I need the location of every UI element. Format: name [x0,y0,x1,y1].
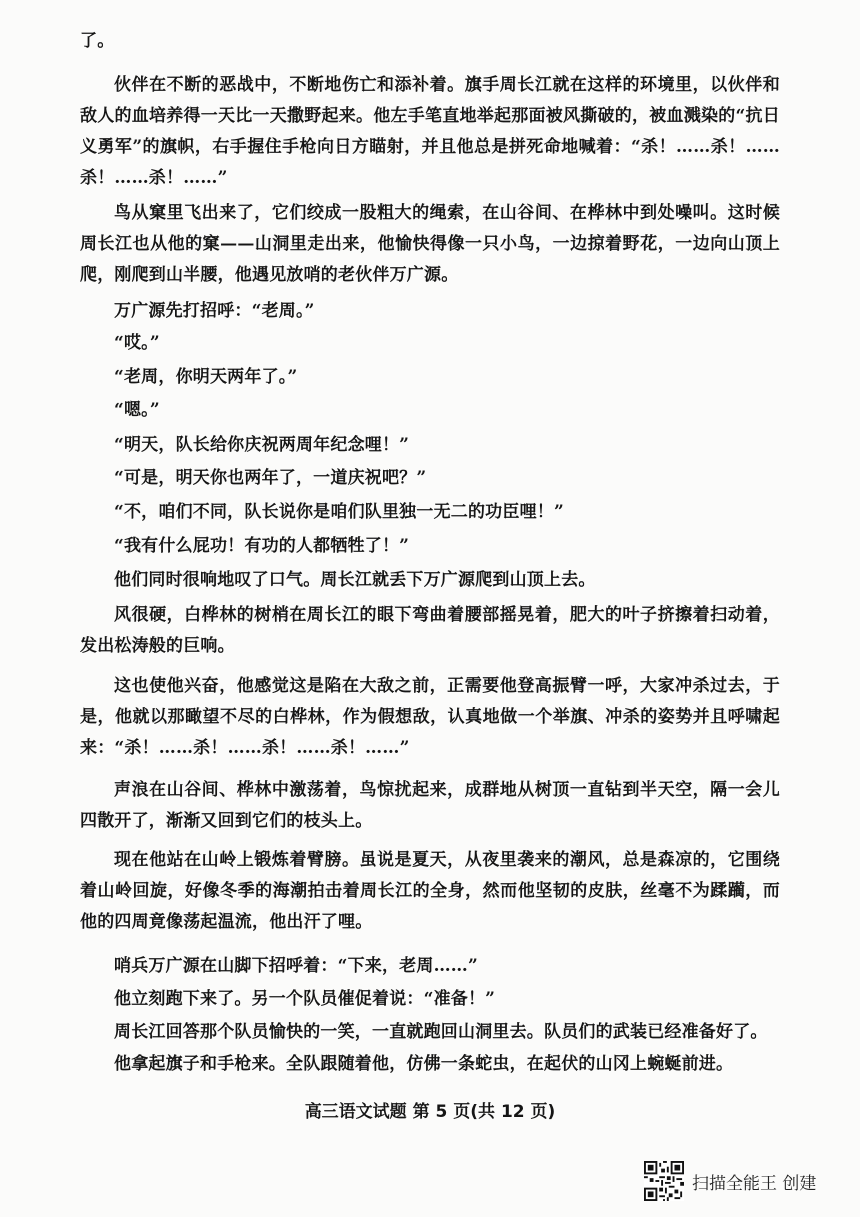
scanner-watermark [644,1161,816,1201]
page-footer: 高三语文试题 第 5 页(共 12 页) [304,1102,556,1122]
paragraph-9: “可是，明天你也两年了，一道庆祝吧？” [114,468,427,488]
paragraph-6: “老周，你明天两年了。” [114,367,298,387]
paragraph-10: “不，咱们不同，队长说你是咱们队里独一无二的功臣哩！” [114,502,564,522]
paragraph-7: “嗯。” [114,400,160,420]
paragraph-1: 了。 [80,31,115,51]
paragraph-15: 声浪在山谷间、桦林中激荡着，鸟惊扰起来，成群地从树顶一直钻到半天空，隔一会儿四散开了，渐渐又回到它们的枝头上。 [80,780,780,831]
qr-code-icon [644,1161,684,1201]
paragraph-12: 他们同时很响地叹了口气。周长江就丢下万广源爬到山顶上去。 [114,570,596,590]
paragraph-18: 他立刻跑下来了。另一个队员催促着说：“准备！” [114,989,496,1009]
paragraph-20: 他拿起旗子和手枪来。全队跟随着他，仿佛一条蛇虫，在起伏的山冈上蜿蜒前进。 [114,1054,734,1074]
paragraph-16: 现在他站在山岭上锻炼着臂膀。虽说是夏天，从夜里袭来的潮风，总是森凉的，它围绕着山岭回旋，好像冬季的海潮拍击着周长江的全身，然而他坚韧的皮肤，丝毫不为蹂躏，而他的四周竟像荡起温流，他出汗了哩。 [80,850,780,932]
paragraph-13: 风很硬，白桦林的树梢在周长江的眼下弯曲着腰部摇晃着，肥大的叶子挤擦着扫动着，发出松涛般的巨响。 [80,605,780,656]
paragraph-14: 这也使他兴奋，他感觉这是陷在大敌之前，正需要他登高振臂一呼，大家冲杀过去，于是，他就以那瞰望不尽的白桦林，作为假想敌，认真地做一个举旗、冲杀的姿势并且呼啸起来：“杀！……杀！……杀！……杀！……” [80,676,780,758]
paragraph-19: 周长江回答那个队员愉快的一笑，一直就跑回山洞里去。队员们的武装已经准备好了。 [114,1022,768,1042]
paragraph-11: “我有什么屁功！有功的人都牺牲了！” [114,536,410,556]
paragraph-5: “哎。” [114,333,160,353]
paragraph-4: 万广源先打招呼：“老周。” [114,301,315,321]
paragraph-8: “明天，队长给你庆祝两周年纪念哩！” [114,435,410,455]
watermark-text: 扫描全能王 创建 [692,1173,817,1194]
paragraph-3: 鸟从窠里飞出来了，它们绞成一股粗大的绳索，在山谷间、在桦林中到处噪叫。这时候周长江也从他的窠——山洞里走出来，他愉快得像一只小鸟，一边掠着野花，一边向山顶上爬，刚爬到山半腰，他遇见放哨的老伙伴万广源。 [80,203,780,285]
paragraph-2: 伙伴在不断的恶战中，不断地伤亡和添补着。旗手周长江就在这样的环境里，以伙伴和敌人的血培养得一天比一天撒野起来。他左手笔直地举起那面被风撕破的，被血溅染的“抗日义勇军”的旗帜，右手握住手枪向日方瞄射，并且他总是拼死命地喊着：“杀！……杀！……杀！……杀！……” [80,75,780,188]
paragraph-17: 哨兵万广源在山脚下招呼着：“下来，老周……” [114,956,478,976]
